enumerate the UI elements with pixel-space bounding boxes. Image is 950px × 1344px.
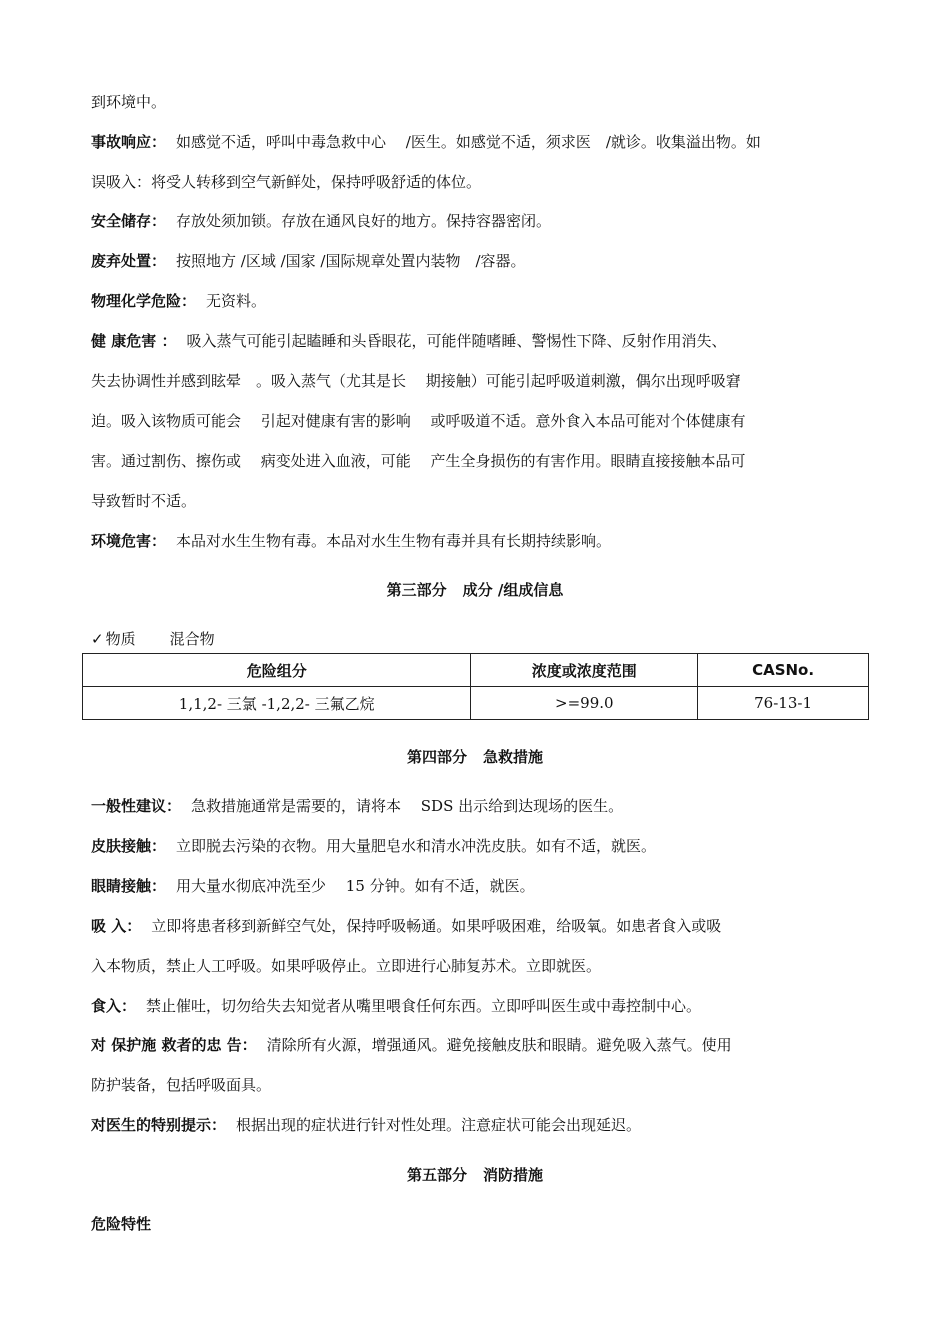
field-label: 眼睛接触：: [91, 877, 167, 895]
paragraph-text: 根据出现的症状进行针对性处理。注意症状可能会出现延迟。: [236, 1116, 642, 1134]
disposal: [91, 251, 861, 271]
rescuer-advice: [91, 1035, 861, 1055]
section-number: 第三部分: [386, 581, 447, 599]
field-label: 安全储存：: [91, 212, 167, 230]
table-cell: >=99.0: [471, 687, 698, 720]
column-header: 浓度或浓度范围: [471, 654, 698, 687]
environment-hazard: [91, 531, 861, 551]
paragraph-text: 到环境中。: [91, 93, 167, 111]
column-header: 危险组分: [83, 654, 471, 687]
paragraph-text: 吸入蒸气可能引起瞌睡和头昏眼花，可能伴随嗜睡、警惕性下降、反射作用消失、: [186, 332, 727, 350]
text-line: [91, 92, 861, 112]
paragraph-text: 迫。吸入该物质可能会 引起对健康有害的影响 或呼吸道不适。意外食入本品可能对个体健康有: [91, 412, 746, 430]
field-label: 食入：: [91, 997, 137, 1015]
field-label: 吸 入：: [91, 917, 142, 935]
field-label: 一般性建议：: [91, 797, 182, 815]
paragraph-text: 禁止催吐，切勿给失去知觉者从嘴里喂食任何东西。立即呼叫医生或中毒控制中心。: [146, 997, 702, 1015]
ingestion: [91, 996, 861, 1016]
paragraph-text: 无资料。: [206, 292, 267, 310]
section-heading-4: [0, 747, 950, 767]
skin-contact: [91, 836, 861, 856]
physchem-hazard: [91, 291, 861, 311]
hazard-properties: [91, 1214, 861, 1234]
paragraph-text: 清除所有火源，增强通风。避免接触皮肤和眼睛。避免吸入蒸气。使用: [266, 1036, 732, 1054]
text-line: [91, 956, 861, 976]
field-label: 对 保护施 救者的忠 告：: [91, 1036, 257, 1054]
paragraph-text: 误吸入：将受人转移到空气新鲜处，保持呼吸舒适的体位。: [91, 173, 482, 191]
section-title: 成分 /组成信息: [462, 581, 564, 599]
text-line: [91, 411, 861, 431]
text-line: [91, 371, 861, 391]
text-line: [91, 1075, 861, 1095]
paragraph-text: 按照地方 /区域 /国家 /国际规章处置内装物 /容器。: [176, 252, 526, 270]
field-label: 对医生的特别提示：: [91, 1116, 227, 1134]
health-hazard: [91, 331, 861, 351]
paragraph-text: 急救措施通常是需要的，请将本 SDS 出示给到达现场的医生。: [191, 797, 624, 815]
field-label: 废弃处置：: [91, 252, 167, 270]
doctor-note: [91, 1115, 861, 1135]
table-cell: 76-13-1: [698, 687, 869, 720]
paragraph-text: 害。通过割伤、擦伤或 病变处进入血液，可能 产生全身损伤的有害作用。眼睛直接接触本品可: [91, 452, 746, 470]
paragraph-text: 入本物质，禁止人工呼吸。如果呼吸停止。立即进行心肺复苏术。立即就医。: [91, 957, 602, 975]
general-advice: [91, 796, 861, 816]
field-label: 环境危害：: [91, 532, 167, 550]
section-number: 第五部分: [406, 1166, 467, 1184]
field-label: 事故响应：: [91, 133, 167, 151]
paragraph-text: 如感觉不适，呼叫中毒急救中心 /医生。如感觉不适，须求医 /就诊。收集溢出物。如: [176, 133, 761, 151]
field-label: 危险特性: [91, 1215, 152, 1233]
table-cell: 1,1,2- 三氯 -1,2,2- 三氟乙烷: [83, 687, 471, 720]
table-row: [83, 687, 869, 720]
paragraph-text: 失去协调性并感到眩晕 。吸入蒸气（尤其是长 期接触）可能引起呼吸道刺激，偶尔出现呼吸窘: [91, 372, 741, 390]
text-line: [91, 172, 861, 192]
column-header: CASNo.: [698, 654, 869, 687]
field-label: 皮肤接触：: [91, 837, 167, 855]
field-label: 物理化学危险：: [91, 292, 197, 310]
field-label: 健 康危害 ：: [91, 332, 177, 350]
paragraph-text: 立即脱去污染的衣物。用大量肥皂水和清水冲洗皮肤。如有不适，就医。: [176, 837, 657, 855]
paragraph-text: 用大量水彻底冲洗至少 15 分钟。如有不适，就医。: [176, 877, 535, 895]
substance-label: 物质: [105, 630, 136, 648]
paragraph-text: 存放处须加锁。存放在通风良好的地方。保持容器密闭。: [176, 212, 552, 230]
text-line: [91, 491, 861, 511]
section-number: 第四部分: [406, 748, 467, 766]
paragraph-text: 立即将患者移到新鲜空气处，保持呼吸畅通。如果呼吸困难，给吸氧。如患者食入或吸: [151, 917, 722, 935]
paragraph-text: 导致暂时不适。: [91, 492, 197, 510]
text-line: [91, 451, 861, 471]
safe-storage: [91, 211, 861, 231]
check-icon: ✓: [91, 630, 104, 648]
substance-row: [91, 629, 215, 649]
substance-value: 混合物: [169, 630, 215, 648]
inhalation: [91, 916, 861, 936]
section-title: 急救措施: [483, 748, 544, 766]
paragraph-text: 防护装备，包括呼吸面具。: [91, 1076, 272, 1094]
section-title: 消防措施: [483, 1166, 544, 1184]
composition-table: [82, 653, 869, 720]
section-heading-3: [0, 580, 950, 600]
eye-contact: [91, 876, 861, 896]
table-header-row: [83, 654, 869, 687]
accident-response: [91, 132, 861, 152]
section-heading-5: [0, 1165, 950, 1185]
paragraph-text: 本品对水生生物有毒。本品对水生生物有毒并具有长期持续影响。: [176, 532, 612, 550]
